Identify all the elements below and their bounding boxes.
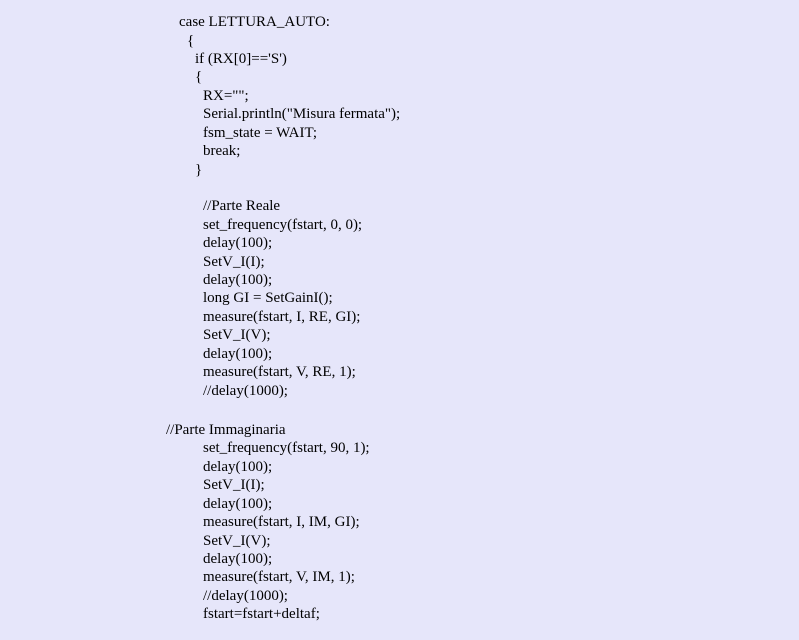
code-comment: //Parte Reale — [203, 198, 281, 214]
code-line: SetV_I(I); — [203, 254, 265, 270]
code-line: delay(100); — [203, 551, 273, 567]
code-line: set_frequency(fstart, 0, 0); — [203, 217, 363, 233]
code-line: SetV_I(V); — [203, 533, 271, 549]
code-line: delay(100); — [203, 346, 273, 362]
code-line: delay(100); — [203, 496, 273, 512]
code-comment: //delay(1000); — [203, 588, 288, 604]
code-comment: //delay(1000); — [203, 383, 288, 399]
code-line: RX=""; — [203, 88, 249, 104]
code-line: measure(fstart, V, RE, 1); — [203, 364, 356, 380]
code-comment: //Parte Immaginaria — [166, 422, 286, 438]
code-line: fsm_state = WAIT; — [203, 125, 318, 141]
code-line: { — [195, 69, 203, 85]
code-line: set_frequency(fstart, 90, 1); — [203, 440, 370, 456]
code-line: break; — [203, 143, 241, 159]
code-line: delay(100); — [203, 272, 273, 288]
code-line: fstart=fstart+deltaf; — [203, 606, 320, 622]
code-line: delay(100); — [203, 235, 273, 251]
code-line: Serial.println("Misura fermata"); — [203, 106, 401, 122]
code-line: measure(fstart, I, IM, GI); — [203, 514, 360, 530]
code-line: if (RX[0]=='S') — [195, 51, 287, 67]
code-line: measure(fstart, V, IM, 1); — [203, 569, 355, 585]
code-line: case LETTURA_AUTO: — [179, 14, 330, 30]
code-line: measure(fstart, I, RE, GI); — [203, 309, 361, 325]
code-line: SetV_I(I); — [203, 477, 265, 493]
code-line: { — [187, 33, 195, 49]
code-line: } — [195, 162, 203, 178]
code-line: SetV_I(V); — [203, 327, 271, 343]
code-line: delay(100); — [203, 459, 273, 475]
code-line: long GI = SetGainI(); — [203, 290, 333, 306]
